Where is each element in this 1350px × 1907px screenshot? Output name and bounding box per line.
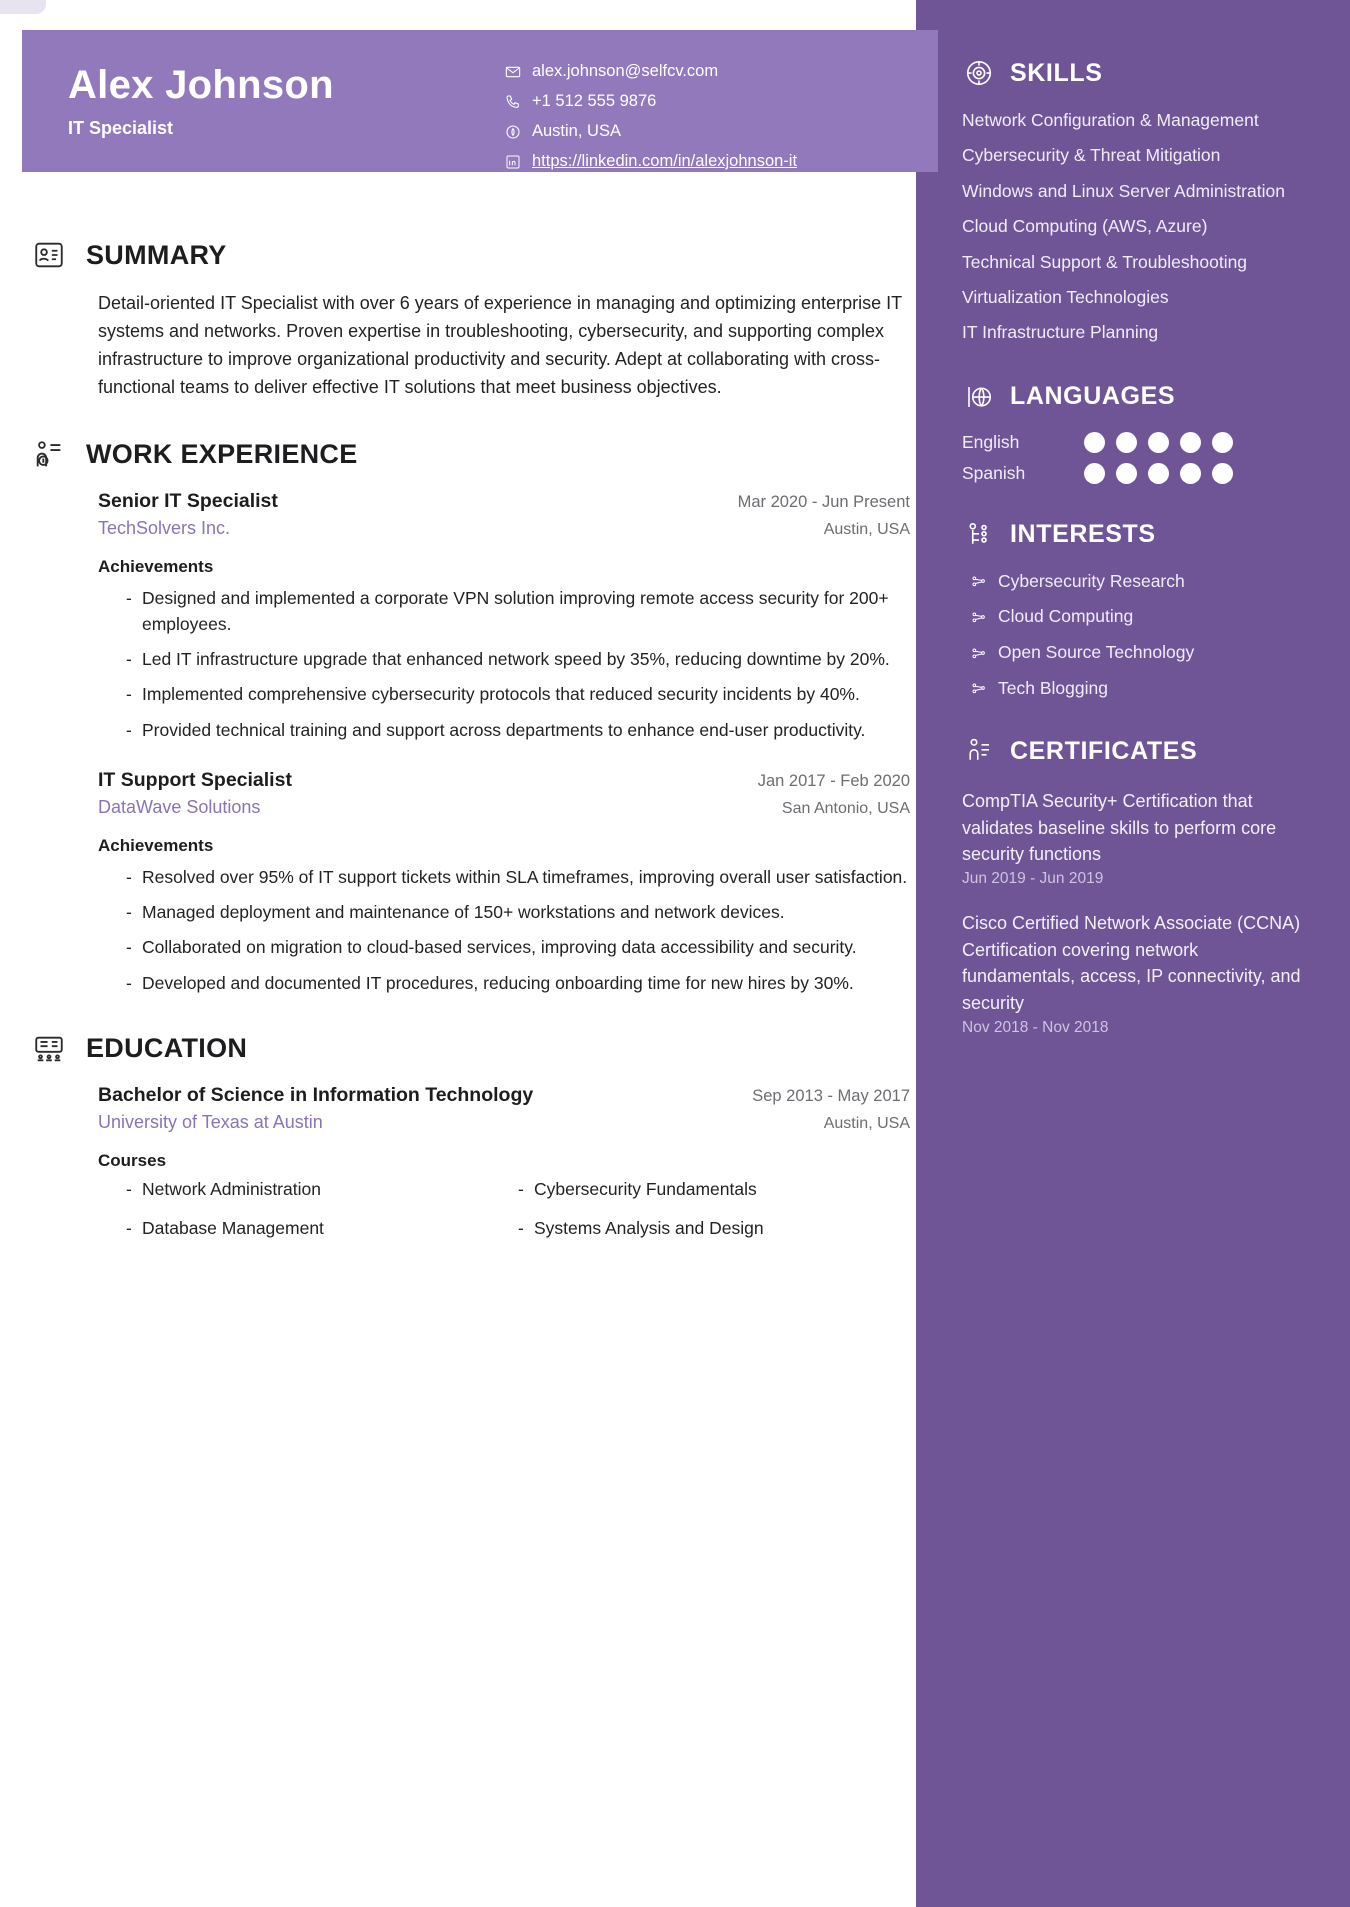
contact-list [504,56,904,172]
sidebar-section-certificates [962,734,1310,1036]
language-row [962,432,1310,453]
certificates-title: CERTIFICATES [1010,736,1198,765]
corner-decoration [0,0,46,14]
bullet-item: - Resolved over 95% of IT support tickets within SLA timeframes, improving overall user satisfaction. [126,864,910,890]
school-name: University of Texas at Austin [98,1111,323,1132]
node-icon [970,572,988,590]
brain-icon [962,56,996,90]
graduation-icon [30,1030,68,1068]
skill-item: Cybersecurity & Threat Mitigation [962,145,1221,166]
course-item: - Network Administration [126,1179,518,1200]
interests-icon [962,518,996,552]
node-icon [970,644,988,662]
course-item: - Systems Analysis and Design [518,1218,910,1239]
work-company: TechSolvers Inc. [98,517,231,538]
courses-label: Courses [98,1150,167,1170]
achievements-label: Achievements [98,835,214,855]
interests-header [962,518,1310,552]
skill-item: Windows and Linux Server Administration [962,180,1285,201]
work-bullets [98,585,910,743]
interest-item [962,605,1310,629]
bullet-item: - Developed and documented IT procedures, reducing onboarding time for new hires by 30%. [126,970,910,996]
work-header [30,436,910,474]
course-item: - Database Management [126,1218,518,1239]
bullet-item: - Collaborated on migration to cloud-based services, improving data accessibility and security. [126,934,910,960]
contact-location [504,122,904,141]
education-title: EDUCATION [86,1033,248,1064]
main-content [30,236,910,1273]
education-entry [30,1084,910,1239]
work-location: San Antonio, USA [781,799,910,817]
certificate-text: CompTIA Security+ Certification that validates baseline skills to perform core security functions [962,791,1277,865]
summary-header [30,236,910,274]
work-entry-top [98,490,910,513]
node-icon [970,679,988,697]
full-name: Alex Johnson [68,63,334,107]
languages-header [962,380,1310,414]
skill-item: Network Configuration & Management [962,110,1259,130]
skills-header [962,56,1310,90]
school-location: Austin, USA [823,1114,910,1132]
work-job-title: Senior IT Specialist [98,489,278,512]
section-work-experience [30,436,910,996]
skill-item: Technical Support & Troubleshooting [962,251,1248,272]
sidebar-section-languages [962,380,1310,484]
bullet-item: - Implemented comprehensive cybersecurity protocols that reduced security incidents by 40%. [126,681,910,707]
languages-title: LANGUAGES [1010,382,1176,411]
email-text: alex.johnson@selfcv.com [532,62,719,80]
sidebar-section-skills [962,56,1310,346]
location-icon [504,123,521,140]
interest-label: Cybersecurity Research [998,570,1185,591]
header-identity [68,56,504,172]
language-level [1084,463,1233,484]
work-title: WORK EXPERIENCE [86,439,358,470]
phone-text: +1 512 555 9876 [532,92,657,110]
work-bullets [98,864,910,996]
email-icon [504,63,521,80]
header-banner [22,30,938,172]
work-entry-sub [98,797,910,818]
skill-item: Virtualization Technologies [962,286,1169,307]
contact-email [504,62,904,81]
bullet-item: - Designed and implemented a corporate VPN solution improving remote access security for 200+ employees. [126,585,910,638]
sidebar-section-interests [962,518,1310,701]
achievements-label: Achievements [98,556,214,576]
bullet-item: - Led IT infrastructure upgrade that enhanced network speed by 35%, reducing downtime by 20%. [126,646,910,672]
work-entry-sub [98,518,910,539]
skill-item: IT Infrastructure Planning [962,322,1159,343]
summary-text: Detail-oriented IT Specialist with over 6 years of experience in managing and optimizing enterprise IT systems and networks. Proven expertise in troubleshooting, cybersecurity, and supporting complex infrastructure to improve organizational productivity and security. Adept at collaborating with cross-functional teams to deliver effective IT solutions that meet business objectives. [98,293,902,397]
contact-linkedin[interactable] [504,152,904,171]
certificate-item [962,788,1310,888]
degree-title: Bachelor of Science in Information Technology [98,1083,534,1106]
work-entry-top [98,769,910,792]
interest-label: Tech Blogging [998,677,1108,698]
globe-icon [962,380,996,414]
linkedin-icon [504,153,521,170]
language-level [1084,432,1233,453]
briefcase-person-icon [30,436,68,474]
certificate-date: Jun 2019 - Jun 2019 [962,870,1104,887]
sidebar [916,0,1350,1907]
language-name: Spanish [962,462,1026,483]
section-education [30,1030,910,1239]
education-header [30,1030,910,1068]
certificate-date: Nov 2018 - Nov 2018 [962,1018,1109,1036]
interests-title: INTERESTS [1010,520,1156,549]
language-name: English [962,431,1020,452]
education-entry-sub [98,1112,910,1133]
linkedin-link[interactable]: https://linkedin.com/in/alexjohnson-it [532,152,798,170]
node-icon [970,608,988,626]
work-job-date: Mar 2020 - Jun Present [737,492,910,511]
work-location: Austin, USA [823,520,910,538]
interest-item [962,570,1310,594]
location-text: Austin, USA [532,122,621,140]
work-job-date: Jan 2017 - Feb 2020 [757,771,910,790]
work-job-title: IT Support Specialist [98,768,292,791]
work-entry [30,769,910,996]
interest-label: Open Source Technology [998,641,1195,662]
work-entry [30,490,910,743]
contact-phone [504,92,904,111]
certificate-item [962,910,1310,1037]
degree-date: Sep 2013 - May 2017 [752,1086,910,1105]
courses-grid [98,1179,910,1239]
certificate-person-icon [962,734,996,768]
language-row [962,463,1310,484]
interest-item [962,677,1310,701]
certificate-text: Cisco Certified Network Associate (CCNA) Certification covering network fundamentals, access, IP connectivity, and security [962,913,1301,1013]
id-card-icon [30,236,68,274]
skills-title: SKILLS [1010,58,1103,87]
bullet-item: - Provided technical training and support across departments to enhance end-user productivity. [126,717,910,743]
interest-label: Cloud Computing [998,606,1134,627]
course-item: - Cybersecurity Fundamentals [518,1179,910,1200]
job-role: IT Specialist [68,118,174,138]
bullet-item: - Managed deployment and maintenance of 150+ workstations and network devices. [126,899,910,925]
phone-icon [504,93,521,110]
work-company: DataWave Solutions [98,796,261,817]
skill-item: Cloud Computing (AWS, Azure) [962,216,1208,237]
section-summary [30,236,910,402]
summary-title: SUMMARY [86,239,227,270]
interest-item [962,641,1310,665]
certificates-header [962,734,1310,768]
education-entry-top [98,1084,910,1107]
